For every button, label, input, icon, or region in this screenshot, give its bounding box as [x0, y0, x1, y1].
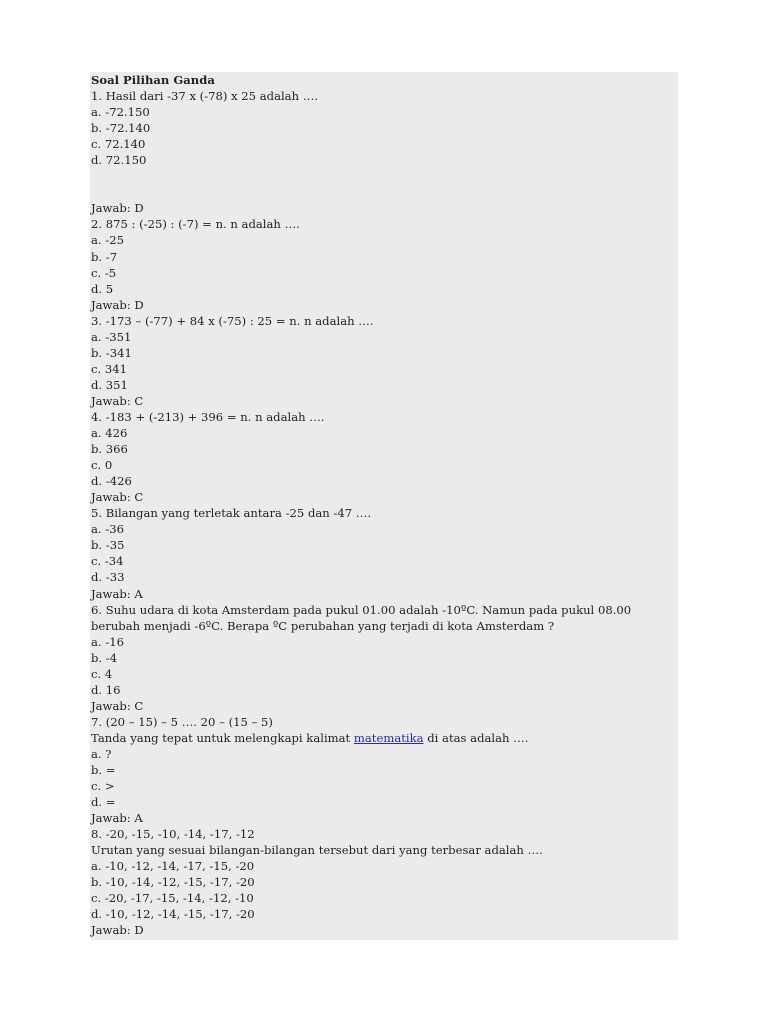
option-8d: d. -10, -12, -14, -15, -17, -20: [91, 907, 255, 922]
question-2: 2. 875 : (-25) : (-7) = n. n adalah ….: [91, 217, 300, 232]
answer-6: Jawab: C: [91, 698, 144, 713]
option-5d: d. -33: [91, 570, 125, 585]
option-4c: c. 0: [91, 458, 113, 473]
option-5c: c. -34: [91, 554, 124, 569]
option-1a: a. -72.150: [91, 105, 150, 120]
option-2d: d. 5: [91, 281, 114, 296]
option-8c: c. -20, -17, -15, -14, -12, -10: [91, 891, 254, 906]
matematika-link[interactable]: matematika: [353, 730, 424, 745]
answer-1: Jawab: D: [91, 201, 144, 216]
answer-8: Jawab: D: [91, 923, 144, 938]
answer-4: Jawab: C: [91, 490, 144, 505]
question-7-prompt-after: di atas adalah ….: [423, 730, 529, 745]
option-1b: b. -72.140: [91, 121, 151, 136]
option-6c: c. 4: [91, 666, 113, 681]
option-1c: c. 72.140: [91, 137, 146, 152]
blank-line: [91, 184, 671, 200]
option-5a: a. -36: [91, 522, 124, 537]
answer-7: Jawab: A: [91, 811, 143, 826]
option-6b: b. -4: [91, 650, 118, 665]
question-7-prompt-before: Tanda yang tepat untuk melengkapi kalimat: [91, 730, 354, 745]
option-5b: b. -35: [91, 538, 125, 553]
document-title: Soal Pilihan Ganda: [91, 73, 215, 87]
option-4d: d. -426: [91, 474, 132, 489]
option-3a: a. -351: [91, 329, 132, 344]
option-6a: a. -16: [91, 634, 124, 649]
question-8: 8. -20, -15, -10, -14, -17, -12: [91, 827, 255, 842]
question-7: 7. (20 – 15) – 5 …. 20 – (15 – 5): [91, 714, 273, 729]
option-7d: d. =: [91, 795, 116, 810]
option-8b: b. -10, -14, -12, -15, -17, -20: [91, 875, 255, 890]
option-7b: b. =: [91, 763, 116, 778]
question-8-prompt: Urutan yang sesuai bilangan-bilangan tersebut dari yang terbesar adalah ….: [91, 843, 543, 858]
question-1: 1. Hasil dari -37 x (-78) x 25 adalah ….: [91, 89, 319, 104]
option-3c: c. 341: [91, 361, 127, 376]
option-7a: a. ?: [91, 746, 112, 761]
option-3b: b. -341: [91, 345, 132, 360]
answer-5: Jawab: A: [91, 586, 143, 601]
answer-2: Jawab: D: [91, 297, 144, 312]
option-3d: d. 351: [91, 377, 128, 392]
document-content: [91, 72, 671, 939]
question-6: 6. Suhu udara di kota Amsterdam pada pukul 01.00 adalah -10ºC. Namun pada pukul 08.00 berubah menjadi -6ºC. Berapa ºC perubahan yang terjadi di kota Amsterdam ?: [91, 602, 632, 633]
option-7c: c. >: [91, 779, 115, 794]
question-3: 3. -173 – (-77) + 84 x (-75) : 25 = n. n adalah ….: [91, 313, 374, 328]
answer-3: Jawab: C: [91, 393, 144, 408]
option-4b: b. 366: [91, 442, 128, 457]
option-2c: c. -5: [91, 265, 117, 280]
option-2a: a. -25: [91, 233, 124, 248]
option-4a: a. 426: [91, 426, 128, 441]
question-5: 5. Bilangan yang terletak antara -25 dan -47 ….: [91, 506, 372, 521]
option-6d: d. 16: [91, 682, 121, 697]
option-1d: d. 72.150: [91, 153, 147, 168]
option-8a: a. -10, -12, -14, -17, -15, -20: [91, 859, 255, 874]
question-4: 4. -183 + (-213) + 396 = n. n adalah ….: [91, 409, 325, 424]
option-2b: b. -7: [91, 249, 118, 264]
question-7-prompt: [91, 730, 671, 746]
blank-line: [91, 168, 671, 184]
